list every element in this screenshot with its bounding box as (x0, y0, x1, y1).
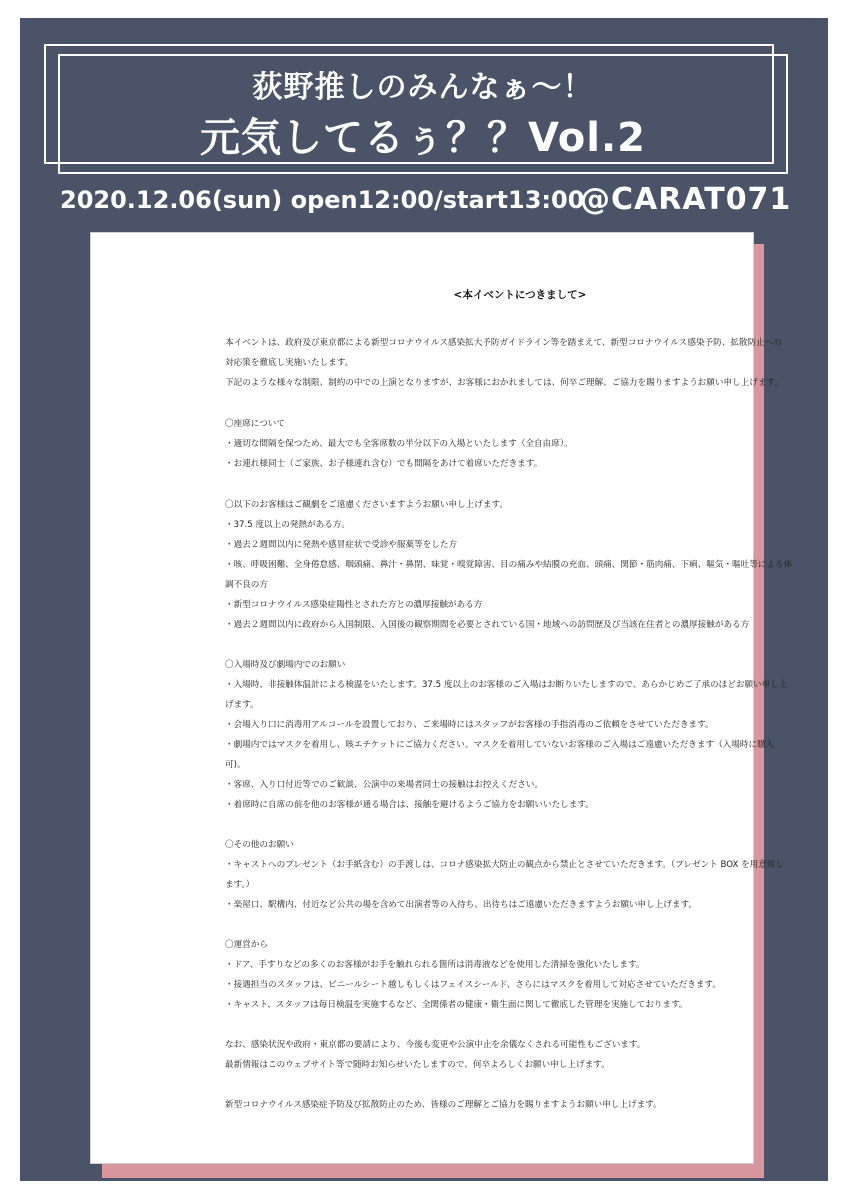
entry-item: ・会場入り口に消毒用アルコールを設置しており、ご来場時にはスタッフがお客様の手指消毒のご依頼をさせていただきます。 (225, 720, 714, 730)
event-date-time: 2020.12.06(sun) open12:00/start13:00 (60, 186, 585, 214)
refrain-item: ・新型コロナウイルス感染症陽性とされた方との濃厚接触がある方 (225, 600, 483, 610)
operation-item: ・キャスト、スタッフは毎日検温を実施するなど、全関係者の健康・衛生面に関して徹底した管理を実施しております。 (225, 1000, 688, 1010)
entry-item: げます。 (225, 700, 259, 710)
intro-line: 下記のような様々な制限、制約の中での上演となりますが、お客様におかれましては、何卒ご理解、ご協力を賜りますようお願い申し上げます。 (225, 378, 783, 388)
refrain-item: 調不良の方 (225, 580, 268, 590)
entry-item: ・入場時、非接触体温計による検温をいたします。37.5 度以上のお客様のご入場はお断りいたしますので、あらかじめご了承のほどお願い申し上 (225, 680, 788, 690)
other-heading: 〇その他のお願い (225, 840, 294, 850)
intro-line: 本イベントは、政府及び東京都による新型コロナウイルス感染拡大予防ガイドライン等を踏まえて、新型コロナウイルス感染予防、拡散防止への (225, 338, 782, 348)
organizer-handle: @CARAT071 (580, 182, 792, 217)
operation-item: ・接遇担当のスタッフは、ビニールシート越しもしくはフェイスシールド、さらにはマスクを着用して対応させていただきます。 (225, 980, 721, 990)
entry-item: ・着席時に自席の前を他のお客様が通る場合は、接触を避けるようご協力をお願いいたします。 (225, 800, 594, 810)
other-item: ・キャストへのプレゼント（お手紙含む）の手渡しは、コロナ感染拡大防止の観点から禁止とさせていただきます。（プレゼント BOX を用意致し (225, 860, 785, 870)
event-title-line1: 荻野推しのみんなぁ～！ (252, 70, 594, 105)
operation-item: ・ドア、手すりなどの多くのお客様がお手を触れられる箇所は消毒液などを使用した清掃を強化いたします。 (225, 960, 645, 970)
entry-item: ・劇場内ではマスクを着用し、咳エチケットにご協力ください。マスクを着用していないお客様のご入場はご遠慮いただきます（入場時に購入 (225, 740, 775, 750)
closing-line: なお、感染状況や政府・東京都の要請により、今後も変更や公演中止を余儀なくされる可能性もございます。 (225, 1040, 646, 1050)
entry-item: 可)。 (225, 760, 246, 770)
refrain-heading: 〇以下のお客様はご観劇をご遠慮くださいますようお願い申し上げます。 (225, 500, 508, 510)
entry-item: ・客席、入り口付近等でのご歓談、公演中の来場者同士の接触はお控えください。 (225, 780, 543, 790)
refrain-item: ・過去２週間以内に政府から入国制限、入国後の観察期間を必要とされている国・地域への訪問歴及び当該在住者との濃厚接触がある方 (225, 620, 750, 630)
refrain-item: ・過去２週間以内に発熱や感冒症状で受診や服薬等をした方 (225, 540, 458, 550)
refrain-item: ・咳、呼吸困難、全身倦怠感、咽頭痛、鼻汁・鼻閉、味覚・嗅覚障害、目の痛みや結膜の充血、頭痛、関節・筋肉痛、下痢、嘔気・嘔吐等による体 (225, 560, 793, 570)
notice-paper (90, 232, 793, 1164)
final-message: 新型コロナウイルス感染症予防及び拡散防止のため、皆様のご理解とご協力を賜りますようお願い申し上げます。 (225, 1100, 662, 1110)
seating-item: ・お連れ様同士（ご家族、お子様連れ含む）でも間隔をあけて着席いただきます。 (225, 459, 543, 469)
notice-heading: <本イベントにつきまして> (453, 289, 587, 301)
seating-heading: 〇座席について (225, 419, 285, 429)
seating-item: ・適切な間隔を保つため、最大でも全客席数の半分以下の入場といたします（全自由席）。 (225, 439, 573, 449)
entry-heading: 〇入場時及び劇場内でのお願い (225, 660, 346, 670)
refrain-item: ・37.5 度以上の発熱がある方。 (225, 520, 350, 530)
other-item: ・楽屋口、駅構内、付近など公共の場を含めて出演者等の入待ち、出待ちはご遠慮いただきますようお願い申し上げます。 (225, 900, 697, 910)
event-title-line2: 元気してるぅ？？Vol.2 (200, 115, 646, 161)
operation-heading: 〇運営から (225, 940, 268, 950)
other-item: ます。） (225, 880, 255, 890)
intro-line: 対応策を徹底し実施いたします。 (225, 358, 354, 368)
closing-line: 最新情報はこのウェブサイト等で随時お知らせいたしますので、何卒よろしくお願い申し上げます。 (225, 1060, 610, 1070)
